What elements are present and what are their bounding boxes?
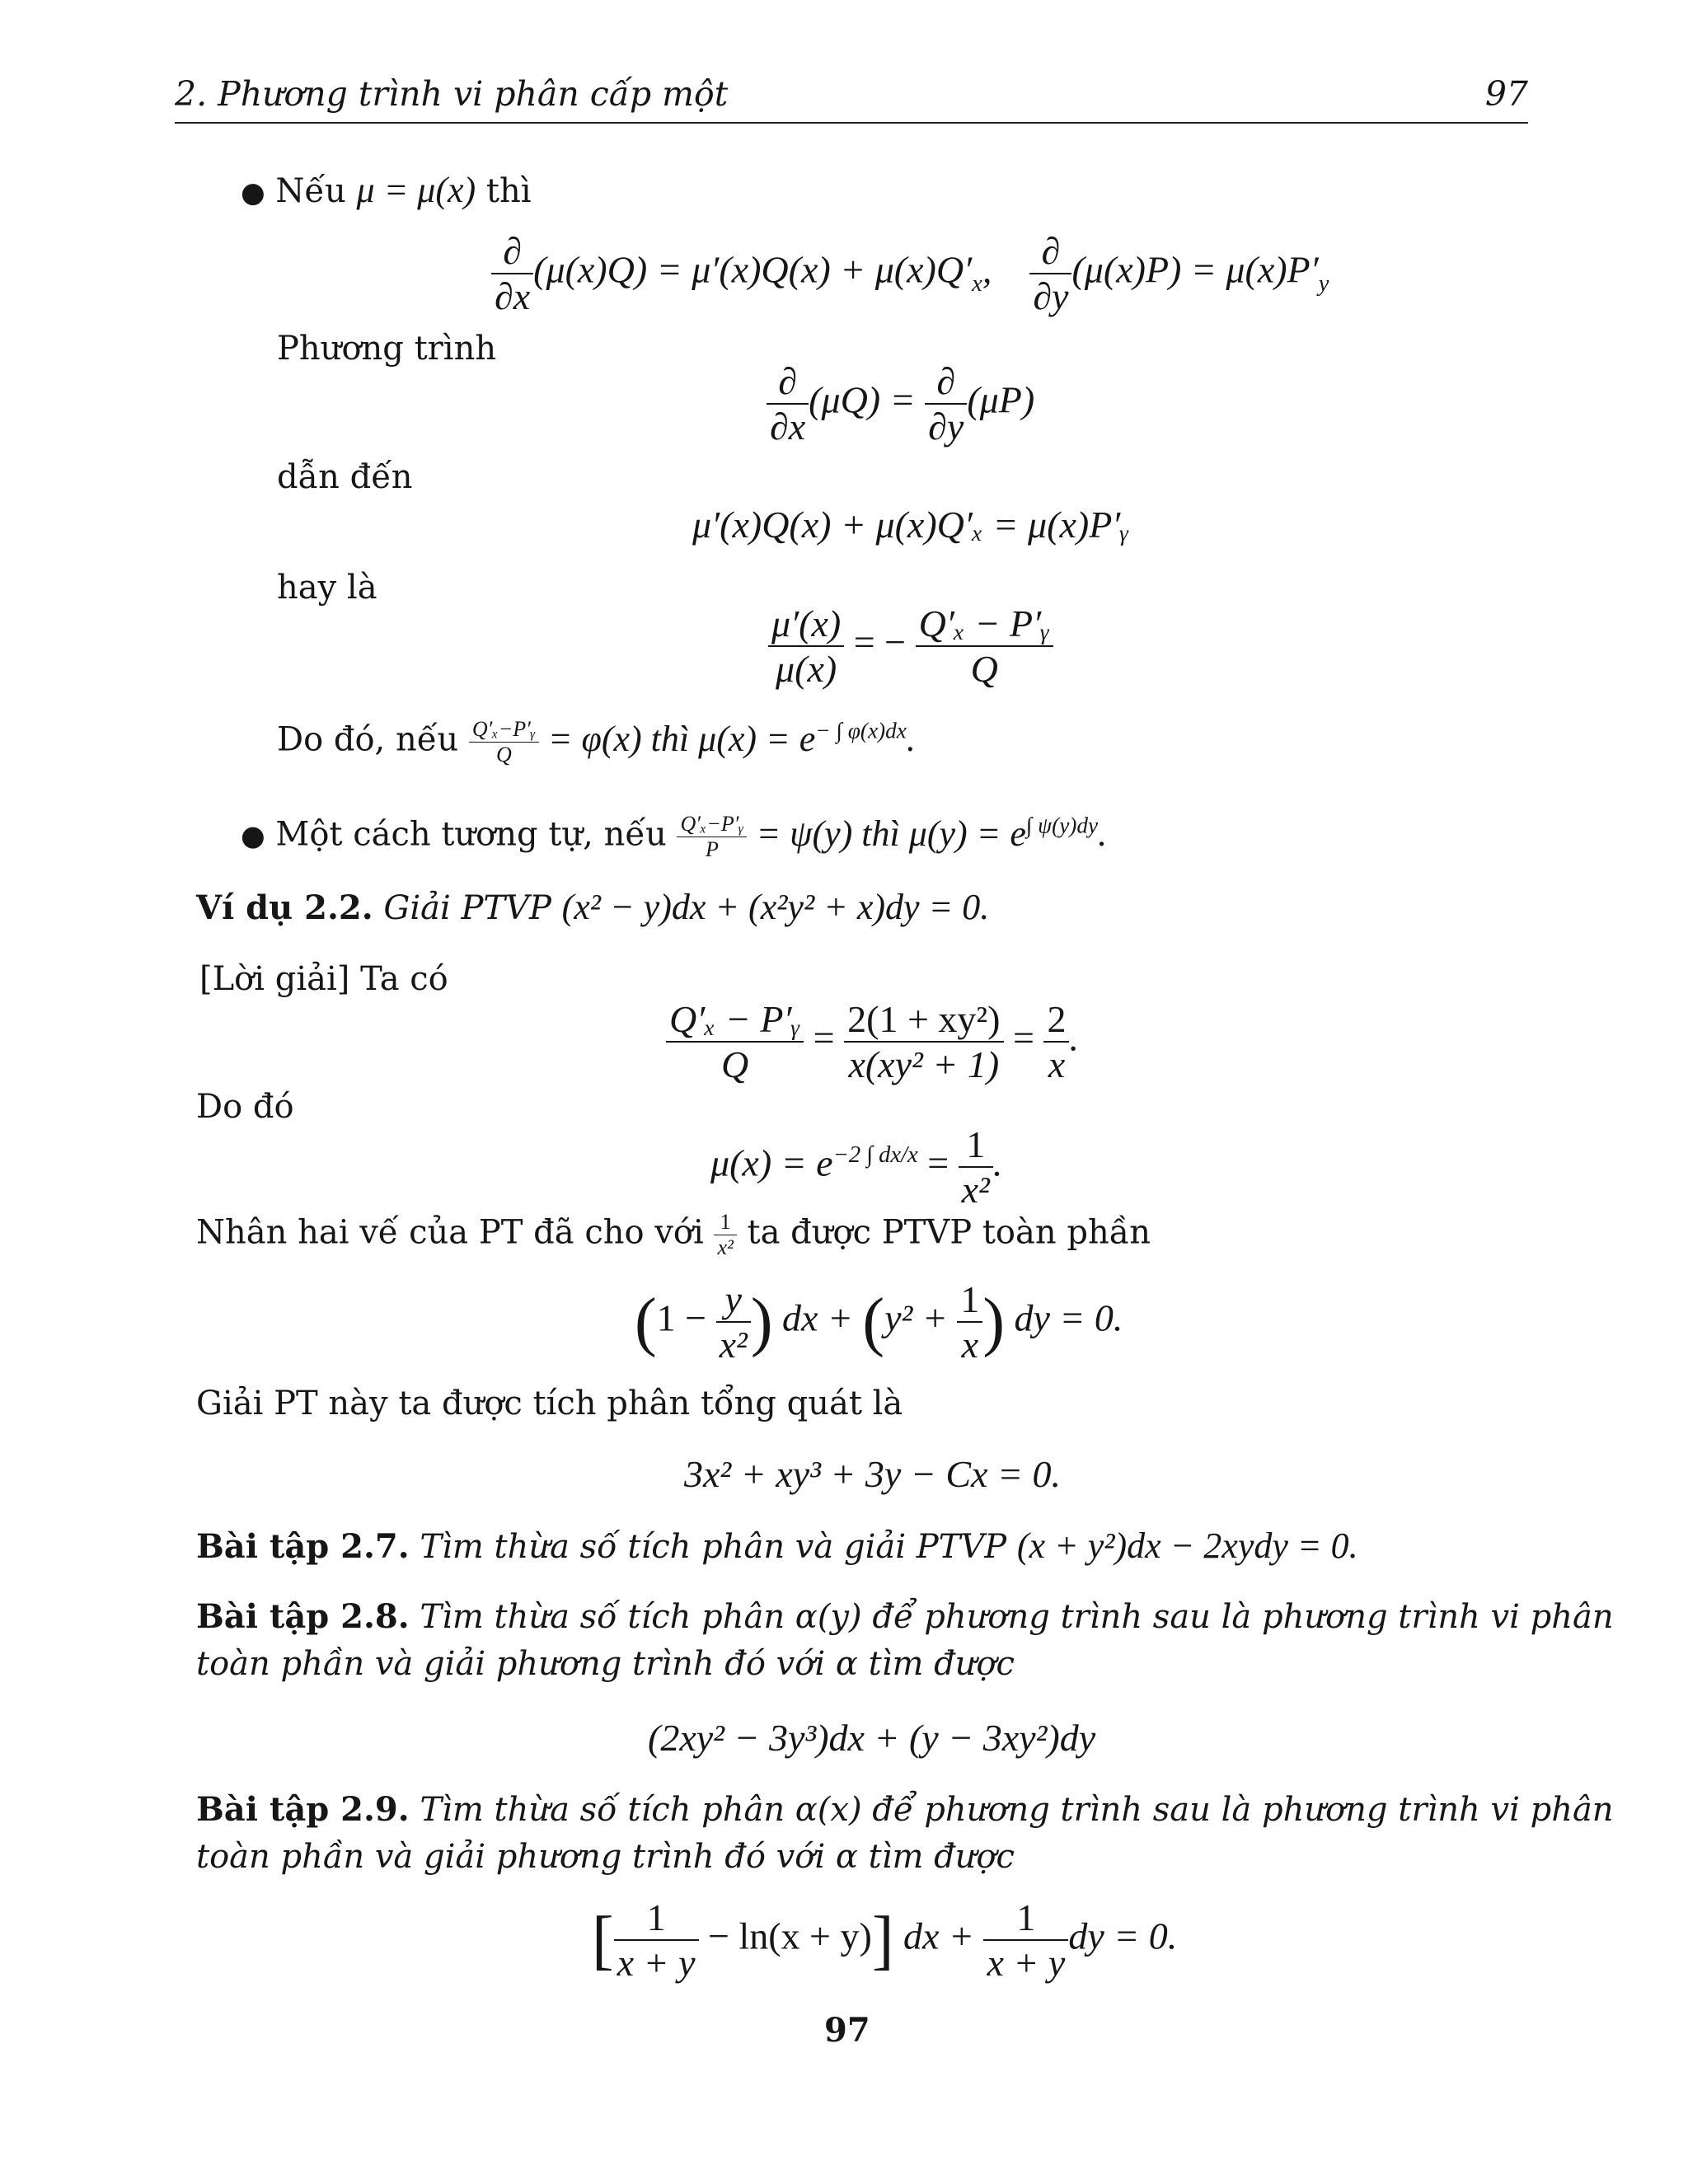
text-dan-den: dẫn đến (277, 458, 413, 496)
text-phuong-trinh: Phương trình (277, 330, 497, 368)
text-solve: Giải PT này ta được tích phân tổng quát là (196, 1385, 903, 1422)
partial-y-frac: $\frac{\partial}{\partial y}$ (1029, 229, 1071, 318)
equation-8: 3x² + xy³ + 3y − Cx = 0. (684, 1453, 1062, 1495)
footer-page-number: 97 (824, 2011, 870, 2050)
exercise-2-9-line-2: toàn phần và giải phương trình đó với α tìm được (196, 1838, 1015, 1876)
equation-2: $\frac{\partial}{\partial x}$ (μQ) = $\frac{\partial}{\partial y}$ (μP) (767, 359, 1034, 448)
header-page-number: 97 (1484, 74, 1528, 114)
exercise-2-8-line-1: Bài tập 2.8. Tìm thừa số tích phân α(y) để phương trình sau là phương trình vi phân (196, 1597, 1614, 1636)
bullet-dot: ● (241, 819, 265, 853)
bullet-1-then: thì (485, 172, 532, 210)
bullet-1-condition: μ = μ(x) (356, 170, 476, 210)
chapter-title: 2. Phương trình vi phân cấp một (175, 74, 729, 114)
equation-6: $\mu(x) = e^{-2 \int dx/x}$ = $\frac{1}{\text{x²}}$ . (710, 1123, 1003, 1211)
text-do-do: Do đó (196, 1088, 294, 1126)
exercise-2-9-line-1: Bài tập 2.9. Tìm thừa số tích phân α(x) để phương trình sau là phương trình vi phân (196, 1790, 1614, 1829)
equation-1-part-1: (μ(x)Q) = μ′(x)Q(x) + μ(x)Q′ (533, 248, 973, 291)
multiply-line: Nhân hai vế của PT đã cho với $\frac{1}{\text{x²}}$ ta được PTVP toàn phần (196, 1210, 1151, 1259)
exercise-2-8-line-2: toàn phần và giải phương trình đó với α tìm được (196, 1645, 1015, 1683)
example-label: Ví dụ 2.2. (196, 888, 373, 927)
equation-4: $\frac{\mu'(x)}{\mu(x)}$ = − $\frac{\text{Q′ₓ − P′ᵧ}}{Q}$ (768, 602, 1053, 691)
equation-1-part-2: (μ(x)P) = μ(x)P′ (1071, 248, 1319, 291)
example-2-2: Ví dụ 2.2. Giải PTVP (x² − y)dx + (x²y² + x)dy = 0. (196, 887, 990, 927)
partial-x-frac: $\frac{\partial}{\partial x}$ (491, 229, 533, 318)
bullet-2: ● Một cách tương tự, nếu $\frac{\text{Q′ₓ−P′ᵧ}}{P}$ = ψ(y) thì $\mu(y) = e^{\int \psi(y)dy}$. (241, 812, 1108, 861)
bullet-1-intro: Nếu (275, 172, 346, 210)
equation-1: $\frac{\partial}{\partial x}$ $(\mu(x)Q) = \mu'(x)Q(x) + \mu(x)Q'_x$, $\frac{\partial}{\partial y}$ $(\mu(x)P) = \mu(x)P'_y$ (491, 229, 1329, 318)
exercise-2-9-equation: [ $\frac{1}{x + y}$ − ln(x + y)] dx + $\frac{1}{x + y}$ dy = 0. (592, 1896, 1178, 1984)
text-hay-la: hay là (277, 569, 377, 607)
do-do-line: Do đó, nếu $\frac{\text{Q′ₓ−P′ᵧ}}{Q}$ = φ(x) thì $\mu(x) = e^{- \int \varphi(x)dx}$. (277, 717, 916, 766)
exercise-2-7: Bài tập 2.7. Tìm thừa số tích phân và giải PTVP (x + y²)dx − 2xydy = 0. (196, 1526, 1358, 1566)
equation-7: (1 − $\frac{y}{\text{x²}}$ ) dx + (y² + $\frac{1}{x}$ ) dy = 0. (635, 1278, 1123, 1366)
solution-label: [Lời giải] Ta có (199, 960, 448, 998)
bullet-1 (241, 169, 532, 211)
equation-5: $\frac{\text{Q′ₓ − P′ᵧ}}{Q}$ = $\frac{\text{2(1 + xy²)}}{\text{x(xy² + 1)}}$ = $\frac{2}{x}$ . (666, 997, 1079, 1086)
exercise-2-8-equation: (2xy² − 3y³)dx + (y − 3xy²)dy (648, 1717, 1096, 1759)
header-rule (175, 122, 1528, 124)
bullet-dot: ● (241, 176, 265, 209)
equation-3: μ′(x)Q(x) + μ(x)Q′ₓ = μ(x)P′ᵧ (692, 504, 1129, 546)
